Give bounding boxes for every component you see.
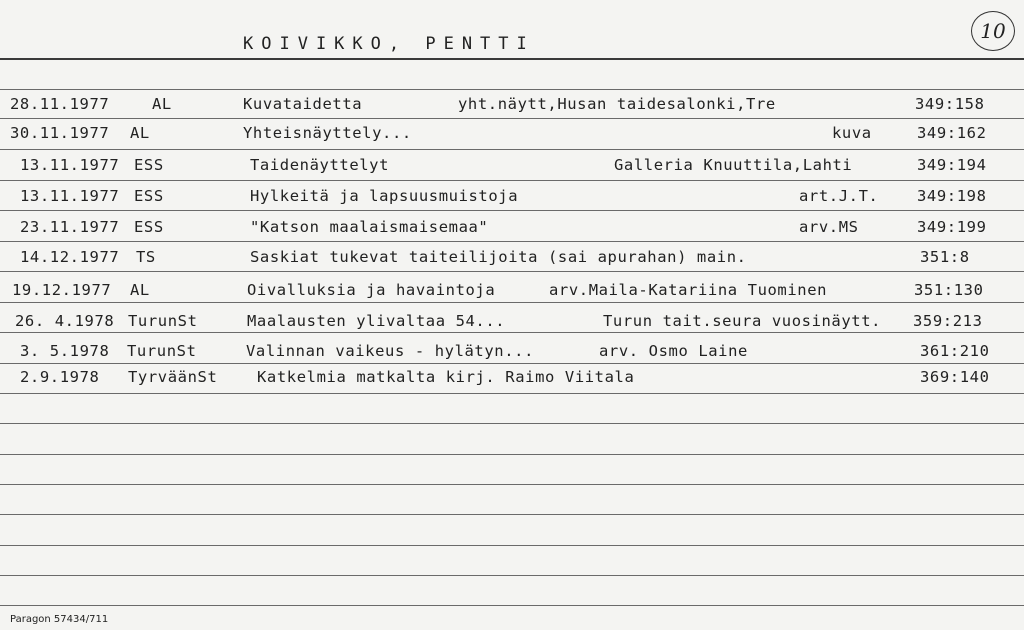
table-row	[0, 362, 1024, 392]
card-number: 10	[971, 11, 1015, 51]
entry-title: Katkelmia matkalta kirj. Raimo Viitala	[257, 368, 635, 386]
rule-line	[0, 605, 1024, 606]
entry-ref: 349:199	[917, 218, 987, 236]
entry-ref: 369:140	[920, 368, 990, 386]
entry-source: AL	[130, 124, 150, 142]
entry-source: TyrväänSt	[128, 368, 218, 386]
entry-ref: 349:158	[915, 95, 985, 113]
entry-date: 30.11.1977	[10, 124, 110, 142]
entry-title: "Katson maalaismaisemaa"	[250, 218, 489, 236]
entry-date: 14.12.1977	[20, 248, 120, 266]
table-row	[0, 242, 1024, 272]
entry-source: ESS	[134, 218, 164, 236]
entry-date: 2.9.1978	[20, 368, 100, 386]
entry-note: arv. Osmo Laine	[599, 342, 748, 360]
entry-title: Maalausten ylivaltaa 54...	[247, 312, 506, 330]
entry-date: 13.11.1977	[20, 187, 120, 205]
entry-date: 3. 5.1978	[20, 342, 110, 360]
entry-ref: 349:194	[917, 156, 987, 174]
entry-source: ESS	[134, 187, 164, 205]
entry-note: Galleria Knuuttila,Lahti	[614, 156, 853, 174]
entry-note: Turun tait.seura vuosinäytt.	[603, 312, 882, 330]
card-title: KOIVIKKO, PENTTI	[243, 34, 535, 54]
rule-line	[0, 58, 1024, 60]
rule-line	[0, 514, 1024, 515]
table-row	[0, 275, 1024, 305]
entry-title: Kuvataidetta	[243, 95, 363, 113]
table-row	[0, 89, 1024, 119]
entry-ref: 351:130	[914, 281, 984, 299]
rule-line	[0, 545, 1024, 546]
entry-date: 28.11.1977	[10, 95, 110, 113]
entry-title: Oivalluksia ja havaintoja	[247, 281, 496, 299]
entry-note: kuva	[832, 124, 872, 142]
table-row	[0, 118, 1024, 148]
entry-source: TurunSt	[128, 312, 198, 330]
entry-ref: 349:198	[917, 187, 987, 205]
rule-line	[0, 423, 1024, 424]
entry-source: TS	[136, 248, 156, 266]
entry-source: TurunSt	[127, 342, 197, 360]
entry-source: AL	[130, 281, 150, 299]
entry-title: Saskiat tukevat taiteilijoita (sai apurahan) main.	[250, 248, 747, 266]
entry-ref: 351:8	[920, 248, 970, 266]
table-row	[0, 181, 1024, 211]
entry-title: Hylkeitä ja lapsuusmuistoja	[250, 187, 519, 205]
card-footer: Paragon 57434/711	[10, 614, 109, 625]
entry-ref: 359:213	[913, 312, 983, 330]
entry-note: arv.Maila-Katariina Tuominen	[549, 281, 828, 299]
entry-title: Taidenäyttelyt	[250, 156, 390, 174]
rule-line	[0, 575, 1024, 576]
entry-date: 13.11.1977	[20, 156, 120, 174]
table-row	[0, 150, 1024, 180]
entry-source: ESS	[134, 156, 164, 174]
entry-note: yht.näytt,Husan taidesalonki,Tre	[458, 95, 776, 113]
entry-ref: 361:210	[920, 342, 990, 360]
entry-note: art.J.T.	[799, 187, 879, 205]
rule-line	[0, 454, 1024, 455]
rule-line	[0, 393, 1024, 394]
entry-ref: 349:162	[917, 124, 987, 142]
entry-note: arv.MS	[799, 218, 859, 236]
entry-date: 26. 4.1978	[15, 312, 115, 330]
entry-source: AL	[152, 95, 172, 113]
entry-date: 19.12.1977	[12, 281, 112, 299]
entry-title: Yhteisnäyttely...	[243, 124, 412, 142]
table-row	[0, 306, 1024, 336]
entry-title: Valinnan vaikeus - hylätyn...	[246, 342, 535, 360]
table-row	[0, 212, 1024, 242]
rule-line	[0, 484, 1024, 485]
entry-date: 23.11.1977	[20, 218, 120, 236]
